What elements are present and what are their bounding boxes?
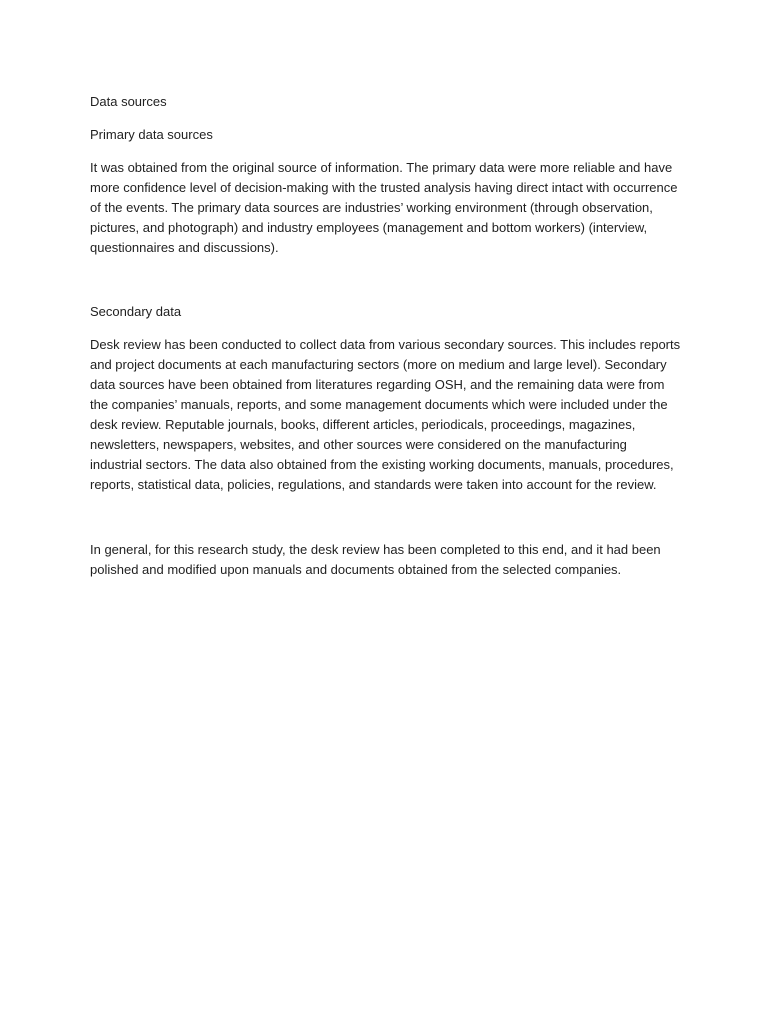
heading-primary-data-sources: Primary data sources — [90, 127, 213, 142]
document-body — [90, 92, 682, 580]
heading-secondary-data: Secondary data — [90, 304, 182, 319]
paragraph-primary-data: It was obtained from the original source of information. The primary data were more reliable and have more confidence level of decision-making with the trusted analysis having direct intact with occurrence of the events. The primary data sources are industries’ working environment (through observation, pictures, and photograph) and industry employees (management and bottom workers) (interview, questionnaires and discussions). — [90, 160, 678, 255]
paragraph-general-conclusion: In general, for this research study, the desk review has been completed to this end, and it had been polished and modified upon manuals and documents obtained from the selected companies. — [90, 542, 661, 577]
heading-data-sources: Data sources — [90, 94, 167, 109]
paragraph-secondary-data: Desk review has been conducted to collect data from various secondary sources. This includes reports and project documents at each manufacturing sectors (more on medium and large level). Secondary data sources have been obtained from literatures regarding OSH, and the remaining data were from the companies’ manuals, reports, and some management documents which were included under the desk review. Reputable journals, books, different articles, periodicals, proceedings, magazines, newsletters, newspapers, websites, and other sources were considered on the manufacturing industrial sectors. The data also obtained from the existing working documents, manuals, procedures, reports, statistical data, policies, regulations, and standards were taken into account for the review. — [90, 337, 681, 492]
